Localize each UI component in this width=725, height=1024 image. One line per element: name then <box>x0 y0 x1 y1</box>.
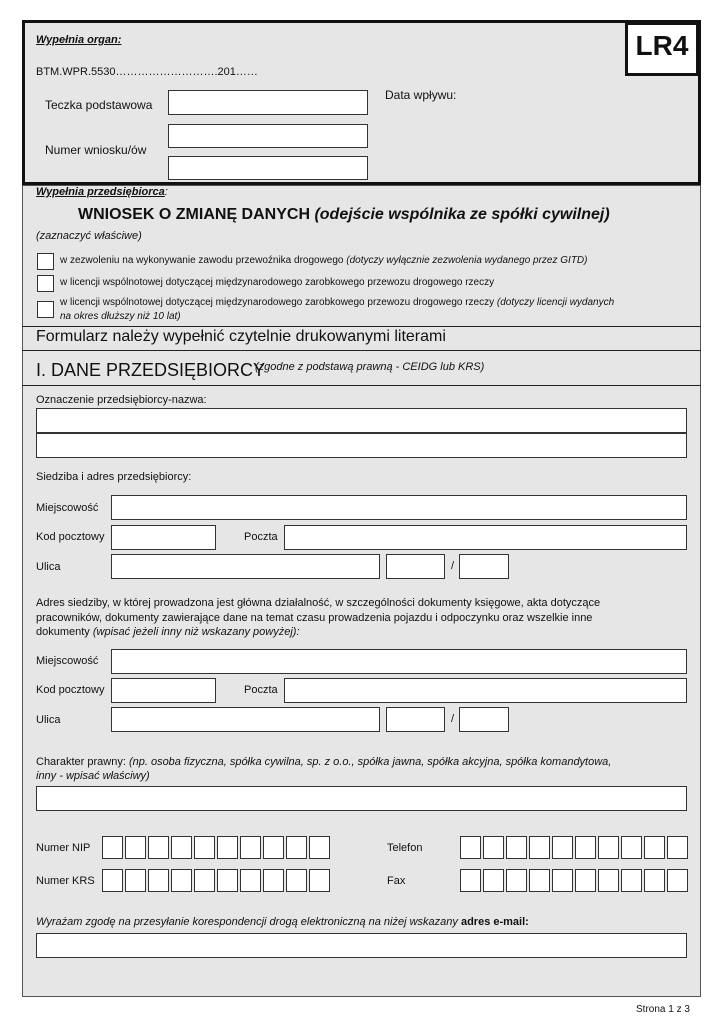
reference-number: BTM.WPR.5530……………………….201…… <box>36 66 258 78</box>
numer-wniosku-label: Numer wniosku/ów <box>45 143 147 157</box>
building-number-field[interactable] <box>386 554 445 579</box>
applicant-heading-suffix: : <box>164 186 168 198</box>
form-title-sub: (odejście wspólnika ze spółki cywilnej) <box>314 206 610 223</box>
hq-postal-label: Kod pocztowy <box>36 684 105 696</box>
option-label-2: w licencji wspólnotowej dotyczącej międzynarodowego zarobkowego przewozu drogowego rzeczy <box>60 277 495 288</box>
option-checkbox-3[interactable] <box>37 301 54 318</box>
option-checkbox-2[interactable] <box>37 275 54 292</box>
hq-street-label: Ulica <box>36 714 61 726</box>
hq-building-number-field[interactable] <box>386 707 445 732</box>
divider <box>22 326 701 327</box>
option-text-3: w licencji wspólnotowej dotyczącej międzynarodowego zarobkowego przewozu drogowego rzeczy <box>60 297 495 308</box>
email-field[interactable] <box>36 933 687 958</box>
select-note: (zaznaczyć właściwe) <box>36 230 142 242</box>
legal-form-line-1 <box>36 756 611 768</box>
option-label-1 <box>60 255 588 266</box>
form-title <box>78 206 610 224</box>
post-field[interactable] <box>284 525 687 550</box>
hq-text-3-main: dokumenty <box>36 626 90 638</box>
nip-label: Numer NIP <box>36 842 91 854</box>
teczka-field[interactable] <box>168 90 368 115</box>
hq-postal-field[interactable] <box>111 678 216 703</box>
name-field-2[interactable] <box>36 433 687 458</box>
section-1-note: (zgodne z podstawą prawną - CEIDG lub KRS) <box>255 361 485 373</box>
divider <box>22 350 701 351</box>
krs-label: Numer KRS <box>36 875 95 887</box>
email-consent-bold: adres e-mail: <box>460 916 529 928</box>
email-consent-text: Wyrażam zgodę na przesyłanie korespondencji drogą elektroniczną na niżej wskazany <box>36 916 458 928</box>
legal-form-label: Charakter prawny: <box>36 756 126 768</box>
applicant-heading <box>36 186 168 198</box>
divider <box>22 385 701 386</box>
option-note-3: (dotyczy licencji wydanych <box>496 297 615 308</box>
option-checkbox-1[interactable] <box>37 253 54 270</box>
option-label-3 <box>60 297 614 308</box>
address-label: Siedziba i adres przedsiębiorcy: <box>36 471 192 483</box>
section-1-title: I. DANE PRZEDSIĘBIORCY <box>36 360 266 380</box>
form-title-main: WNIOSEK O ZMIANĘ DANYCH <box>78 206 310 223</box>
data-wplywu-label: Data wpływu: <box>385 88 457 102</box>
phone-label: Telefon <box>387 842 423 854</box>
fax-label: Fax <box>387 875 406 887</box>
name-field-1[interactable] <box>36 408 687 433</box>
street-label: Ulica <box>36 561 61 573</box>
postal-label: Kod pocztowy <box>36 531 105 543</box>
name-label: Oznaczenie przedsiębiorcy-nazwa: <box>36 394 207 406</box>
hq-note: (wpisać jeżeli inny niż wskazany powyżej): <box>92 626 300 638</box>
legal-form-note-1: (np. osoba fizyczna, spółka cywilna, sp. z o.o., spółka jawna, spółka akcyjna, spółka komandytowa, <box>128 756 612 768</box>
option-text-1: w zezwoleniu na wykonywanie zawodu przewoźnika drogowego <box>60 255 344 266</box>
legal-form-field[interactable] <box>36 786 687 811</box>
postal-field[interactable] <box>111 525 216 550</box>
hq-text-1: Adres siedziby, w której prowadzona jest główna działalność, w szczególności dokumenty księgowe, akta dotyczące <box>36 597 601 609</box>
hq-street-field[interactable] <box>111 707 380 732</box>
post-label: Poczta <box>244 531 278 543</box>
office-heading: Wypełnia organ: <box>36 34 122 46</box>
option-note-3b: na okres dłuższy niż 10 lat) <box>60 311 181 322</box>
teczka-label: Teczka podstawowa <box>45 98 153 112</box>
hq-text-3 <box>36 626 300 638</box>
hq-text-2: pracowników, dokumenty zawierające dane na temat czasu prowadzenia pojazdu i odpoczynku oraz wszelkie inne <box>36 612 593 624</box>
apartment-number-field[interactable] <box>459 554 509 579</box>
hq-city-label: Miejscowość <box>36 655 99 667</box>
street-field[interactable] <box>111 554 380 579</box>
page-number: Strona 1 z 3 <box>636 1004 690 1015</box>
email-consent <box>36 916 529 928</box>
city-label: Miejscowość <box>36 502 99 514</box>
numer-wniosku-field-2[interactable] <box>168 156 368 180</box>
nip-field[interactable] <box>102 836 332 859</box>
form-code: LR4 <box>635 30 689 61</box>
hq-post-field[interactable] <box>284 678 687 703</box>
phone-field[interactable] <box>460 836 690 859</box>
slash: / <box>451 560 455 572</box>
hq-slash: / <box>451 713 455 725</box>
applicant-heading-text: Wypełnia przedsiębiorca <box>36 186 165 198</box>
fax-field[interactable] <box>460 869 690 892</box>
legal-form-note-2: inny - wpisać właściwy) <box>36 770 150 782</box>
krs-field[interactable] <box>102 869 332 892</box>
hq-apartment-number-field[interactable] <box>459 707 509 732</box>
hq-post-label: Poczta <box>244 684 278 696</box>
city-field[interactable] <box>111 495 687 520</box>
instruction: Formularz należy wypełnić czytelnie drukowanymi literami <box>36 328 446 345</box>
option-note-1: (dotyczy wyłącznie zezwolenia wydanego przez GITD) <box>346 255 588 266</box>
hq-city-field[interactable] <box>111 649 687 674</box>
numer-wniosku-field-1[interactable] <box>168 124 368 148</box>
